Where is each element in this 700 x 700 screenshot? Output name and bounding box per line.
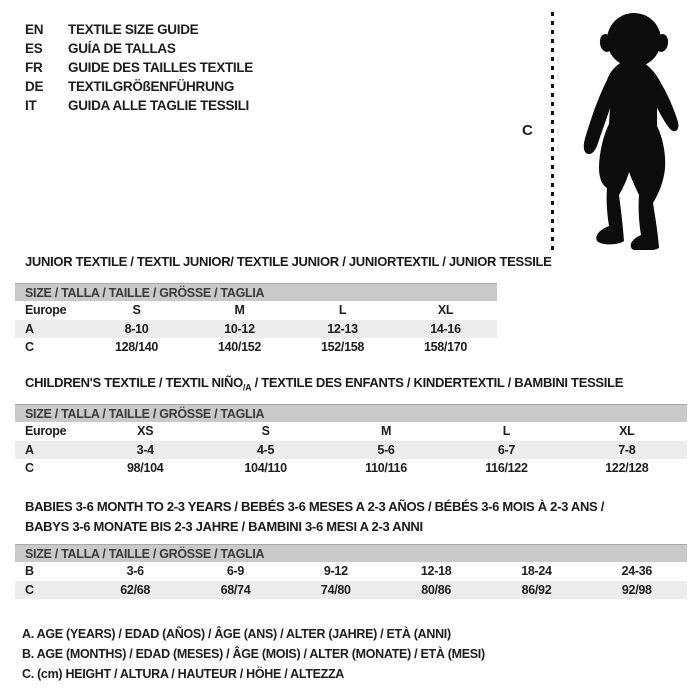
language-code: FR	[25, 60, 43, 75]
section-title-babies-line1: BABIES 3-6 MONTH TO 2-3 YEARS / BEBÉS 3-6 MESES A 2-3 AÑOS / BÉBÉS 3-6 MOIS À 2-3 ANS /	[25, 499, 605, 514]
language-code: EN	[25, 22, 44, 37]
size-cell: 92/98	[621, 582, 652, 597]
language-row-fr	[25, 58, 253, 77]
section-title-text: / TEXTILE DES ENFANTS / KINDERTEXTIL / BAMBINI TESSILE	[251, 375, 624, 390]
size-cell: M	[234, 303, 245, 317]
size-cell: L	[338, 303, 347, 317]
table-row-europe	[15, 301, 497, 320]
section-title-babies-line2: BABYS 3-6 MONATE BIS 2-3 JAHRE / BAMBINI 3-6 MESI A 2-3 ANNI	[25, 519, 423, 534]
size-cell: 86/92	[521, 582, 552, 597]
figure-area	[520, 8, 700, 256]
row-label: Europe	[25, 424, 67, 438]
size-cell: XL	[437, 303, 454, 317]
size-cell: 8-10	[124, 321, 149, 336]
size-cell: S	[132, 303, 141, 317]
size-cell: 158/170	[423, 340, 468, 354]
table-row-age	[15, 441, 687, 460]
size-cell: 104/110	[244, 461, 287, 475]
size-cell: 6-7	[497, 442, 515, 457]
legend	[22, 624, 485, 684]
size-cell: 116/122	[485, 461, 528, 475]
size-cell: 24-36	[621, 564, 653, 578]
language-row-es	[25, 39, 253, 58]
table-row-age	[15, 320, 497, 339]
row-label: C	[25, 582, 34, 597]
language-label: GUIDE DES TAILLES TEXTILE	[68, 60, 254, 75]
size-cell: 98/104	[126, 461, 164, 475]
size-cell: 140/152	[217, 340, 262, 354]
language-label: GUIDA ALLE TAGLIE TESSILI	[68, 98, 249, 113]
size-cell: 152/158	[320, 340, 365, 354]
size-cell: S	[261, 424, 270, 438]
size-cell: 110/116	[365, 461, 407, 475]
table-row-europe	[15, 422, 687, 441]
size-cell: 128/140	[114, 340, 159, 354]
language-row-it	[25, 96, 253, 115]
legend-line-a: A. AGE (YEARS) / EDAD (AÑOS) / ÂGE (ANS) / ALTER (JAHRE) / ETÀ (ANNI)	[22, 627, 451, 641]
size-cell: 4-5	[257, 442, 275, 457]
section-title-subscript: /A	[242, 382, 252, 393]
size-cell: 10-12	[224, 321, 255, 336]
row-label: Europe	[25, 303, 67, 317]
size-table-babies	[15, 544, 687, 599]
section-title-text: CHILDREN'S TEXTILE / TEXTIL NIÑO	[25, 375, 243, 390]
language-code: DE	[25, 79, 44, 94]
size-cell: XS	[137, 424, 154, 438]
size-cell: 14-16	[430, 321, 461, 336]
language-label: TEXTILE SIZE GUIDE	[68, 22, 199, 37]
language-label: GUÍA DE TALLAS	[68, 41, 176, 56]
height-measure-line	[551, 12, 554, 250]
size-cell: L	[502, 424, 511, 438]
language-list	[25, 20, 253, 115]
size-cell: 12-13	[327, 321, 358, 336]
language-label: TEXTILGRÖßENFÜHRUNG	[68, 79, 235, 94]
size-table-header: SIZE / TALLA / TAILLE / GRÖSSE / TAGLIA	[15, 283, 497, 301]
row-label: B	[25, 564, 34, 578]
size-table-header: SIZE / TALLA / TAILLE / GRÖSSE / TAGLIA	[15, 544, 687, 562]
size-cell: 80/86	[421, 582, 452, 597]
row-label: A	[25, 442, 34, 457]
table-row-height	[15, 338, 497, 357]
size-cell: 74/80	[320, 582, 351, 597]
row-label: A	[25, 321, 34, 336]
size-table-children	[15, 404, 687, 478]
section-title-junior: JUNIOR TEXTILE / TEXTIL JUNIOR/ TEXTILE JUNIOR / JUNIORTEXTIL / JUNIOR TESSILE	[25, 254, 552, 269]
table-row-height	[15, 581, 687, 600]
size-table-header: SIZE / TALLA / TAILLE / GRÖSSE / TAGLIA	[15, 404, 687, 422]
legend-line-c: C. (cm) HEIGHT / ALTURA / HAUTEUR / HÖHE / ALTEZZA	[22, 667, 345, 681]
child-silhouette-icon	[564, 10, 700, 250]
language-code: IT	[25, 98, 37, 113]
size-cell: 6-9	[226, 564, 245, 578]
language-row-en	[25, 20, 253, 39]
size-cell: 62/68	[120, 582, 151, 597]
size-cell: 68/74	[220, 582, 251, 597]
language-row-de	[25, 77, 253, 96]
size-cell: 5-6	[377, 442, 395, 457]
size-cell: 9-12	[323, 564, 348, 578]
size-cell: 122/128	[605, 461, 649, 475]
size-cell: 7-8	[618, 442, 636, 457]
language-code: ES	[25, 41, 43, 56]
row-label: C	[25, 461, 34, 475]
legend-line-b: B. AGE (MONTHS) / EDAD (MESES) / ÂGE (MOIS) / ALTER (MONATE) / ETÀ (MESI)	[22, 647, 485, 661]
section-title-children	[25, 375, 623, 393]
table-row-age-months	[15, 562, 687, 581]
measure-label-c: C	[522, 122, 533, 139]
size-cell: 18-24	[521, 564, 552, 578]
size-cell: XL	[619, 424, 635, 438]
size-cell: 3-4	[136, 442, 154, 457]
table-row-height	[15, 459, 687, 478]
size-cell: M	[380, 424, 392, 438]
size-cell: 3-6	[126, 564, 144, 578]
size-table-junior	[15, 283, 497, 357]
row-label: C	[25, 340, 34, 354]
size-cell: 12-18	[420, 564, 452, 578]
